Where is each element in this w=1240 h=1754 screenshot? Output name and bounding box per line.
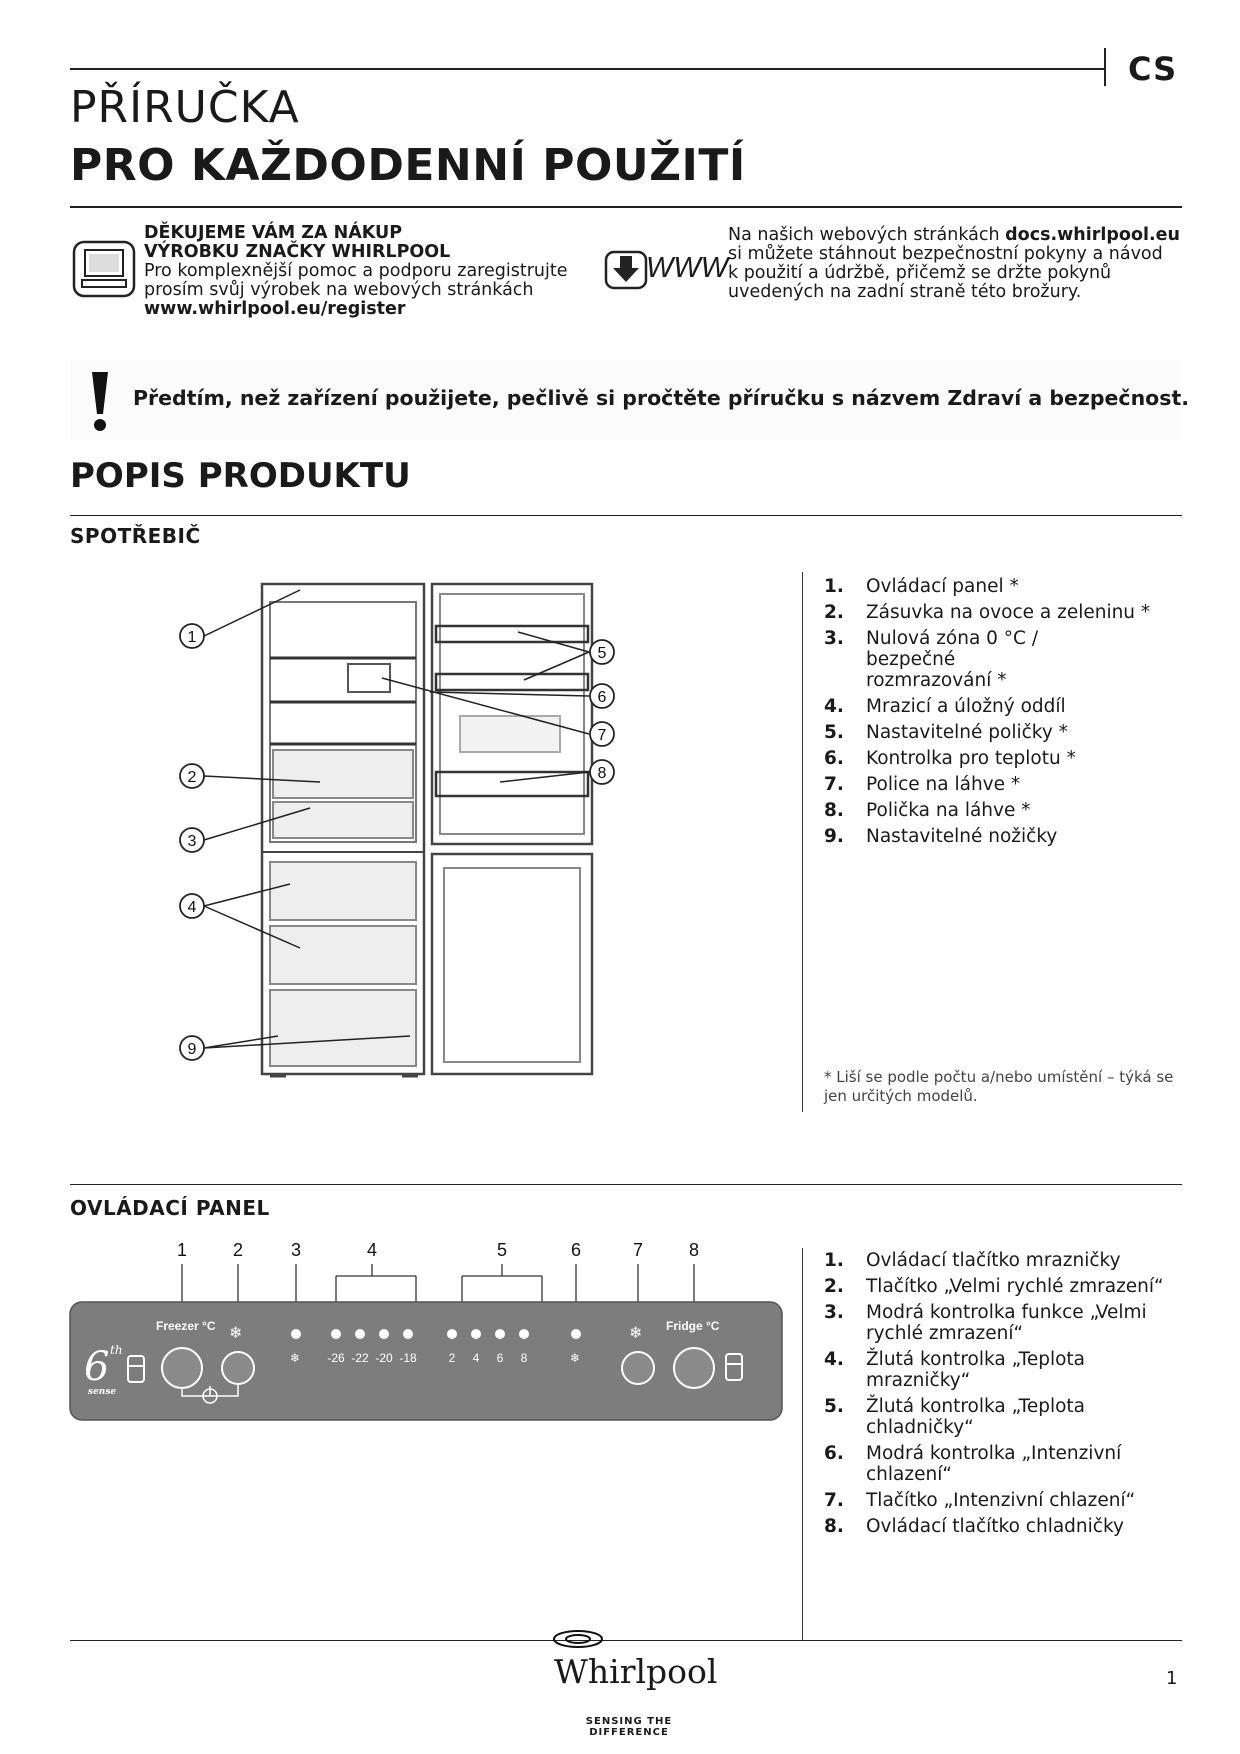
thanks-text-1: Pro komplexnější pomoc a podporu zaregistrujte <box>144 261 568 281</box>
download-www-icon <box>604 248 729 292</box>
manual-title: PŘÍRUČKA <box>70 82 300 133</box>
safety-warning: Předtím, než zařízení použijete, pečlivě si pročtěte příručku s názvem Zdraví a bezpečnost. <box>133 386 1190 410</box>
whirlpool-swirl-icon <box>550 1628 606 1650</box>
docs-text-4: uvedených na zadní straně této brožury. <box>728 282 1082 302</box>
control-panel-diagram <box>66 1238 786 1428</box>
list-item: 3. Modrá kontrolka funkce „Velmi rychlé zmrazení“ <box>824 1302 1147 1344</box>
callout-2: 2 <box>187 769 197 786</box>
callout-1: 1 <box>187 629 197 646</box>
exclamation-icon <box>86 368 114 434</box>
list-item: 6. Modrá kontrolka „Intenzivní chlazení“ <box>824 1443 1122 1485</box>
list-item: 7. Police na láhve * <box>824 774 1021 795</box>
freezer-temp-led-3 <box>379 1329 389 1339</box>
docs-block <box>728 226 1188 302</box>
list-item: 9. Nastavitelné nožičky <box>824 826 1058 847</box>
callout-4: 4 <box>187 899 197 916</box>
product-rule <box>70 515 1182 516</box>
freezer-temp-led-1 <box>331 1329 341 1339</box>
model-footnote: * Liší se podle počtu a/nebo umístění – týká se jen určitých modelů. <box>824 1068 1174 1105</box>
thanks-heading-2: VÝROBKU ZNAČKY WHIRLPOOL <box>144 242 451 262</box>
language-code: CS <box>1128 50 1178 88</box>
list-item: 4. Žlutá kontrolka „Teplota mrazničky“ <box>824 1349 1085 1391</box>
list-item: 4. Mrazicí a úložný oddíl <box>824 696 1066 717</box>
manual-subtitle: PRO KAŽDODENNÍ POUŽITÍ <box>70 140 746 191</box>
intensive-cooling-indicator <box>571 1329 581 1339</box>
monitor-icon <box>72 240 136 298</box>
thanks-block <box>144 224 584 319</box>
freezer-temp-value-2: -22 <box>351 1351 369 1365</box>
page-number: 1 <box>1166 1668 1178 1689</box>
appliance-diagram <box>170 572 710 1092</box>
register-link[interactable]: www.whirlpool.eu/register <box>144 299 406 319</box>
panel-number-3: 3 <box>290 1240 302 1260</box>
panel-number-4: 4 <box>366 1240 378 1260</box>
thanks-text-2: prosím svůj výrobek na webových stránkách <box>144 280 534 300</box>
list-item: 1. Ovládací tlačítko mrazničky <box>824 1250 1121 1271</box>
list-item: 3. Nulová zóna 0 °C / bezpečné rozmrazování * <box>824 628 1039 691</box>
fast-freeze-icon: ❄ <box>229 1323 243 1342</box>
footer-rule <box>70 1640 1182 1641</box>
sixth-sense-digit: 6 <box>84 1344 110 1390</box>
header-tick <box>1104 48 1106 86</box>
list-item: 2. Zásuvka na ovoce a zeleninu * <box>824 602 1151 623</box>
panel-number-8: 8 <box>688 1240 700 1260</box>
fridge-control-button[interactable] <box>674 1348 714 1388</box>
freezer-temp-led-4 <box>403 1329 413 1339</box>
freezer-temp-led-2 <box>355 1329 365 1339</box>
freezer-temp-value-1: -26 <box>327 1351 345 1365</box>
sixth-sense-th: th <box>110 1343 123 1357</box>
list-item: 2. Tlačítko „Velmi rychlé zmrazení“ <box>824 1276 1164 1297</box>
header-top-rule <box>70 68 1104 70</box>
fridge-temp-led-4 <box>519 1329 529 1339</box>
intensive-cooling-button[interactable] <box>622 1352 654 1384</box>
fridge-temp-led-1 <box>447 1329 457 1339</box>
list-item: 8. Ovládací tlačítko chladničky <box>824 1516 1124 1537</box>
callout-7: 7 <box>597 727 607 744</box>
callout-3: 3 <box>187 833 197 850</box>
fridge-temp-label: Fridge °C <box>666 1319 720 1333</box>
thanks-heading-1: DĚKUJEME VÁM ZA NÁKUP <box>144 223 403 243</box>
control-panel-list <box>824 1250 1184 1542</box>
list-item: 6. Kontrolka pro teplotu * <box>824 748 1076 769</box>
intensive-cooling-led-icon: ❄ <box>570 1351 581 1365</box>
panel-number-5: 5 <box>496 1240 508 1260</box>
fast-freeze-indicator <box>291 1329 301 1339</box>
sixth-sense-word: sense <box>88 1387 117 1397</box>
list-item: 8. Polička na láhve * <box>824 800 1031 821</box>
panel-number-7: 7 <box>632 1240 644 1260</box>
docs-text-3: k použití a údržbě, přičemž se držte pokynů <box>728 263 1112 283</box>
freezer-temp-label: Freezer °C <box>156 1319 216 1333</box>
fridge-temp-value-1: 2 <box>448 1351 456 1365</box>
callout-8: 8 <box>597 765 607 782</box>
fridge-temp-value-4: 8 <box>520 1351 528 1365</box>
appliance-heading: SPOTŘEBIČ <box>70 524 201 548</box>
appliance-list-divider <box>802 572 803 1112</box>
list-item: 5. Nastavitelné poličky * <box>824 722 1068 743</box>
docs-text-2: si můžete stáhnout bezpečnostní pokyny a návod <box>728 244 1163 264</box>
callout-6: 6 <box>597 689 607 706</box>
panel-number-1: 1 <box>176 1240 188 1260</box>
fridge-temp-value-3: 6 <box>496 1351 504 1365</box>
fast-freeze-led-icon: ❄ <box>290 1351 301 1365</box>
fridge-temp-value-2: 4 <box>472 1351 480 1365</box>
appliance-parts-list <box>824 576 1184 852</box>
fridge-temp-led-3 <box>495 1329 505 1339</box>
panel-number-6: 6 <box>570 1240 582 1260</box>
brand-tagline: SENSING THE DIFFERENCE <box>585 1716 673 1738</box>
docs-link[interactable]: docs.whirlpool.eu <box>1005 225 1180 245</box>
callout-9: 9 <box>187 1041 197 1058</box>
freezer-temp-value-3: -20 <box>375 1351 393 1365</box>
freezer-temp-value-4: -18 <box>399 1351 417 1365</box>
freezer-control-button[interactable] <box>162 1348 202 1388</box>
control-panel-heading: OVLÁDACÍ PANEL <box>70 1196 270 1220</box>
callout-5: 5 <box>597 645 607 662</box>
docs-text-1: Na našich webových stránkách docs.whirlpool.eu <box>728 225 1180 245</box>
list-item: 1. Ovládací panel * <box>824 576 1019 597</box>
download-icon <box>604 248 648 292</box>
list-item: 5. Žlutá kontrolka „Teplota chladničky“ <box>824 1396 1085 1438</box>
control-list-divider <box>802 1248 803 1640</box>
www-label: WWW <box>646 252 729 284</box>
fast-freeze-button[interactable] <box>222 1352 254 1384</box>
panel-number-2: 2 <box>232 1240 244 1260</box>
brand-logo: Whirlpool <box>554 1652 718 1691</box>
fridge-temp-led-2 <box>471 1329 481 1339</box>
intensive-cooling-icon: ❄ <box>629 1323 643 1342</box>
list-item: 7. Tlačítko „Intenzivní chlazení“ <box>824 1490 1136 1511</box>
product-description-heading: POPIS PRODUKTU <box>70 456 411 496</box>
header-bottom-rule <box>70 206 1182 208</box>
control-panel-rule <box>70 1184 1182 1185</box>
